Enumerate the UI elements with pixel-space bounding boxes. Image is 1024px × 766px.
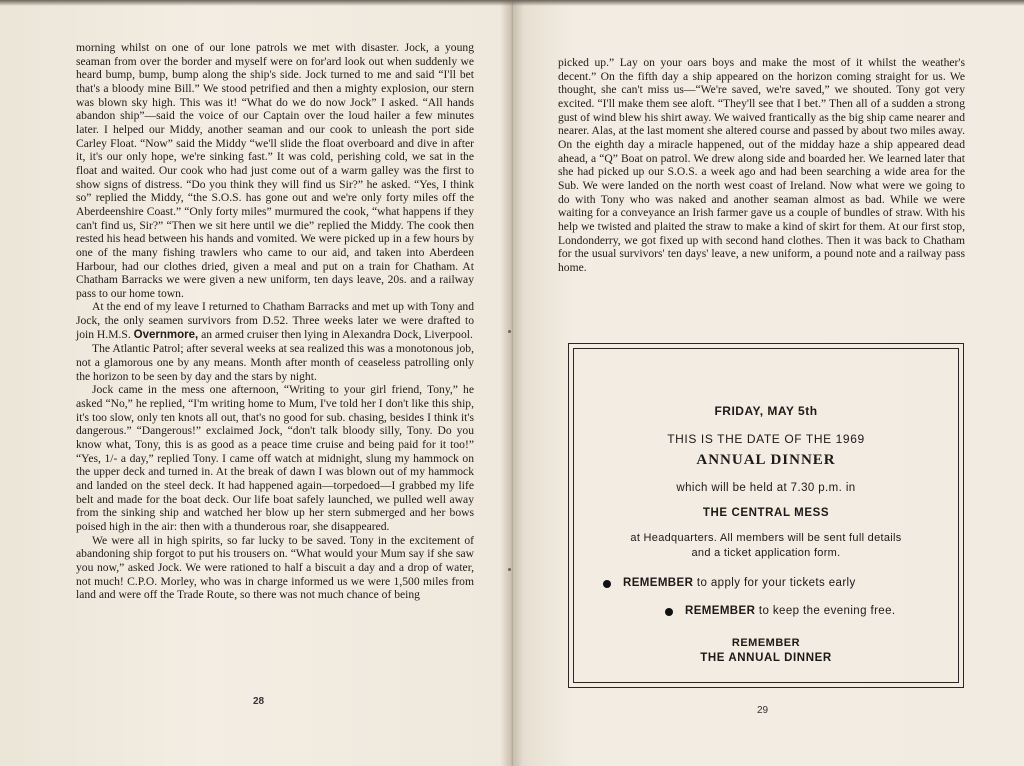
paragraph: picked up.” Lay on your oars boys and make the most of it whilst the weather's decent.” On the fifth day a ship appeared on the horizon coming straight for us. We thought, she can't miss us—“We're saved, we're saved,” we shouted. Tony got very excited. “I'll make them see aloft. “They'll see that I bet.” Then all of a sudden a strong gust of wind blew his shirt away. We waived frantically as the big ship came nearer and nearer. Alas, at the last moment she altered course and passed by about two miles away. On the eighth day a miracle happened, out of the midday haze a ship appeared dead ahead, a “Q” Boat on patrol. We drew along side and boarded her. We learned later that she had picked up our S.O.S. a week ago and had been searching a wide area for the Sub. We were landed on the north west coast of Ireland. Now what were we going to do with Tony who was naked and another seaman almost as bad. While we were waiting for a conveyance an Irish farmer gave us a couple of bundles of straw. With his help we twisted and plaited the straw to make a kind of skirt for them. At our first stop, Londonderry, we got fixed up with second hand clothes. Then it was back to Chatham for the usual survivors' ten days' leave, a new uniform, a pound note and a railway pass home.: [558, 56, 965, 274]
paragraph-text: an armed cruiser then lying in Alexandra Dock, Liverpool.: [198, 327, 473, 341]
reminder-keyword: REMEMBER: [685, 605, 756, 617]
paper-speck: [508, 330, 511, 333]
reminder-keyword: REMEMBER: [623, 577, 694, 589]
bullet-icon: [665, 608, 673, 616]
reminder-text: to apply for your tickets early: [693, 577, 856, 589]
notice-date-heading: FRIDAY, MAY 5th: [714, 404, 818, 418]
paragraph: The Atlantic Patrol; after several weeks at sea realized this was a monotonous job, not a glamorous one by any means. Month after month of ceaseless patrolling only the horizon to be seen by day and the stars by night.: [76, 342, 474, 383]
paragraph: We were all in high spirits, so far lucky to be saved. Tony in the excitement of abandoning ship forgot to put his trousers on. “What would your Mum say if she saw you now,” asked Jock. We were rationed to half a biscuit a day and a drop of water, not much! C.P.O. Morley, who was in charge informed us we were 1,500 miles from land and were off the Trade Route, so there was not much chance of being: [76, 533, 474, 602]
reminder-text: to keep the evening free.: [755, 605, 896, 617]
page-number: 29: [757, 705, 769, 716]
bullet-icon: [603, 580, 611, 588]
notice-inner-border: [573, 348, 959, 683]
page-edge-shadow: [0, 0, 1024, 6]
paragraph-text: At the end of my leave I returned to Chatham Barracks and met up with Tony and Jock, the only seamen survivors from D.52. Three weeks later we were drafted to join H.M.S.: [76, 300, 474, 341]
notice-closing-line: THE ANNUAL DINNER: [700, 652, 832, 664]
notice-details-line: and a ticket application form.: [691, 547, 841, 559]
notice-reminder-evening: [685, 605, 895, 617]
right-page: [512, 0, 1024, 766]
notice-event-title: ANNUAL DINNER: [696, 452, 836, 468]
ship-name: Overnmore,: [133, 328, 199, 341]
left-page-text: [76, 41, 474, 602]
paper-speck: [508, 568, 511, 571]
annual-dinner-notice: [568, 343, 964, 688]
notice-details-line: at Headquarters. All members will be sent full details: [630, 532, 902, 544]
notice-time-line: which will be held at 7.30 p.m. in: [676, 482, 856, 494]
notice-closing-line: REMEMBER: [731, 637, 801, 649]
paragraph: [76, 300, 474, 342]
book-gutter: [500, 0, 524, 766]
right-page-text: [558, 56, 965, 275]
notice-reminder-tickets: [623, 577, 856, 589]
page-number: 28: [253, 696, 265, 707]
notice-date-line: THIS IS THE DATE OF THE 1969: [667, 432, 865, 446]
notice-venue: THE CENTRAL MESS: [702, 507, 830, 519]
paragraph: morning whilst on one of our lone patrols we met with disaster. Jock, a young seaman from over the border and myself were on for'ard look out when suddenly we heard bump, bump, bump along the ship's side. Jock turned to me and said “I'll bet that's a bloody mine Bill.” We stood petrified and then a mighty explosion, our stern was blown sky high. This was it! “What do we do now Jock” I asked. “All hands abandon ship”—said the voice of our Captain over the loud hailer a few minutes later. I helped our Middy, another seaman and our cook to unleash the port side Carley Float. “Now” said the Middy “we'll slide the float overboard and dive in after it, it's our only hope, we're sinking fast.” It was cold, perishing cold, we sat in the float and waited. Our cook who had just come out of a warm galley was the first to show signs of distress. “Do you think they will find us Sir?” he asked. “Yes, I think so” replied the Middy, “the S.O.S. has gone out and we're only forty miles off the Aberdeenshire Coast.” “Only forty miles” murmured the cook, “what happens if they can't find us, Sir?” “Then we sit here until we die” replied the Middy. The cook then rested his head between his hands and vomited. We were picked up in a few hours by one of the many fishing trawlers who came to our aid, and taken into Aberdeen Harbour, had our clothes dried, given a meal and put on a train for Chatham. At Chatham Barracks we were given a new uniform, ten days leave, 20s. and a railway pass to our home town.: [76, 41, 474, 300]
paragraph: Jock came in the mess one afternoon, “Writing to your girl friend, Tony,” he asked “No,” he replied, “I'm writing home to Mum, I've told her I don't like this ship, it's too slow, only ten knots all out, that's no good for sub. chasing, besides I think it's dangerous.” “Dangerous!” exclaimed Jock, “don't talk bloody silly, Tony. Do you know what, Tony, this is as good as a peace time cruise and being paid for it too!” “Yes, 1/- a day,” replied Tony. I came off watch at midnight, slung my hammock on the upper deck and turned in. At the break of dawn I was blown out of my hammock and landed on the steel deck. It had happened again—torpedoed—I grabbed my life belt and made for the boat deck. Our life boat safely launched, we pulled well away from the sinking ship and watched her blow up her stern submerged and her bows poised high in the air: then with a thunderous roar, she disappeared.: [76, 383, 474, 533]
